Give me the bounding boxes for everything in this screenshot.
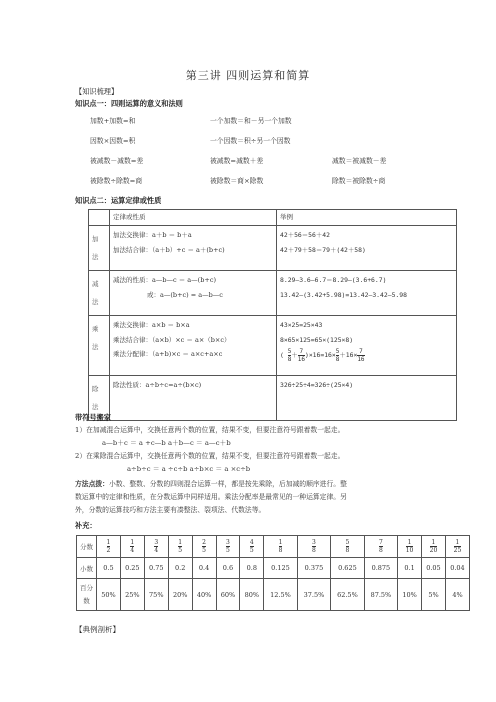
fraction-cell: $\frac{3}{4}$ — [144, 536, 168, 558]
decimal-cell: 0.6 — [216, 558, 240, 579]
fraction-cell: $\frac{1}{25}$ — [445, 536, 469, 558]
rule-2-2: 减数＝被减数－差 — [332, 157, 387, 165]
law-table-head-example: 举例 — [277, 210, 457, 226]
fraction-cell: $\frac{1}{4}$ — [120, 536, 144, 558]
fraction-cell: $\frac{3}{5}$ — [216, 536, 240, 558]
kp1-heading: 知识点一：四则运算的意义和法则 — [75, 99, 183, 108]
fraction-cell: $\frac{1}{20}$ — [422, 536, 446, 558]
percent-cell: 75% — [144, 579, 168, 611]
row-label-decimal: 小数 — [77, 558, 97, 579]
law-table-head-law: 定律或性质 — [110, 210, 277, 226]
percent-cell: 60% — [216, 579, 240, 611]
rule-0-0: 加数+加数=和 — [90, 117, 136, 125]
kp2-heading: 知识点二：运算定律或性质 — [75, 196, 162, 205]
law-table — [88, 209, 457, 421]
laws-add: 加法交换律：a＋b ＝ b＋a 加法结合律：（a＋b）+c ＝ a＋(b+c) — [110, 226, 277, 271]
sign-line-3: 2）在乘除混合运算中，交换任意两个数的位置，结果不变，但要注意符号跟着数一起走。 — [75, 452, 345, 460]
sign-line-2: a—b＋c ＝ a +c—b a＋b—c ＝ a—c＋b — [102, 439, 231, 447]
percent-cell: 80% — [240, 579, 264, 611]
supplement-table — [76, 535, 470, 611]
rule-2-1: 被减数=减数＋差 — [210, 157, 264, 165]
rule-3-1: 被除数＝商×除数 — [210, 177, 264, 185]
examples-mul: 43×25=25×43 8×65×125=65×(125×8) ( $\frac{5}{8}$ ＋ $\frac{7}{16}$ )×16=16× $\frac{5}{8}$ ＋16× $\frac{7}{16}$ — [277, 316, 457, 376]
examples-sub: 8.29—3.6—6.7＝8.29—(3.6+6.7) 13.42—(3.42+5.98)=13.42—3.42—5.98 — [277, 271, 457, 316]
fraction-cell: $\frac{4}{5}$ — [240, 536, 264, 558]
percent-cell: 10% — [398, 579, 422, 611]
supplement-label: 补充： — [75, 521, 97, 530]
decimal-cell: 0.8 — [240, 558, 264, 579]
decimal-cell: 0.05 — [422, 558, 446, 579]
fraction-cell: $\frac{7}{8}$ — [364, 536, 397, 558]
row-label-percent: 百分数 — [77, 579, 97, 611]
decimal-cell: 0.375 — [297, 558, 330, 579]
cat-add: 加 法 — [89, 226, 110, 271]
sign-title: 带符号搬家 — [75, 413, 111, 422]
percent-cell: 25% — [120, 579, 144, 611]
percent-cell: 4% — [445, 579, 469, 611]
section-examples: 【典例剖析】 — [75, 625, 120, 634]
percent-cell: 62.5% — [331, 579, 364, 611]
decimal-cell: 0.125 — [264, 558, 297, 579]
decimal-cell: 0.625 — [331, 558, 364, 579]
method-line-1: 方法点拨：小数、整数、分数的四则混合运算一样，都是按先乘除，后加减的顺序进行。整 — [75, 480, 347, 488]
decimal-cell: 0.75 — [144, 558, 168, 579]
row-label-fraction: 分数 — [77, 536, 97, 558]
rule-1-0: 因数×因数=积 — [90, 137, 136, 145]
decimal-cell: 0.875 — [364, 558, 397, 579]
page-title: 第三讲 四则运算和简算 — [185, 69, 311, 82]
cat-mul: 乘 法 — [89, 316, 110, 376]
method-line-2: 数运算中的定律和性质，在分数运算中同样适用。乘法分配率是最常见的一种运算定律。另 — [75, 493, 347, 501]
rule-3-2: 除数＝被除数÷商 — [332, 177, 386, 185]
laws-mul: 乘法交换律：a×b ＝ b×a 乘法结合律：（a×b）×c ＝ a×（b×c） 乘法分配律：（a+b)×c ＝ a×c+a×c — [110, 316, 277, 376]
laws-sub: 减法的性质：a—b—c ＝ a—(b+c) 或：a—(b+c) = a—b—c — [110, 271, 277, 316]
fraction-cell: $\frac{1}{8}$ — [264, 536, 297, 558]
decimal-cell: 0.2 — [168, 558, 192, 579]
percent-cell: 37.5% — [297, 579, 330, 611]
cat-div: 除 法 — [89, 376, 110, 421]
percent-cell: 5% — [422, 579, 446, 611]
laws-div: 除法性质：a÷b÷c=a÷(b×c) — [110, 376, 277, 421]
rule-2-0: 被减数－减数=差 — [90, 157, 144, 165]
decimal-cell: 0.1 — [398, 558, 422, 579]
rule-0-1: 一个加数＝和－另一个加数 — [210, 117, 292, 125]
sign-line-4: a÷b÷c ＝ a ÷c÷b a÷b×c ＝ a ×c÷b — [127, 465, 251, 473]
percent-cell: 40% — [192, 579, 216, 611]
fraction-cell: $\frac{1}{5}$ — [168, 536, 192, 558]
percent-cell: 20% — [168, 579, 192, 611]
decimal-cell: 0.4 — [192, 558, 216, 579]
method-line-3: 外，分数的运算技巧和方法主要有凑整法、裂项法、代数法等。 — [75, 506, 266, 514]
percent-cell: 50% — [97, 579, 121, 611]
percent-cell: 87.5% — [364, 579, 397, 611]
cat-sub: 减 法 — [89, 271, 110, 316]
fraction-cell: $\frac{3}{8}$ — [297, 536, 330, 558]
examples-add: 42＋56＝56＋42 42＋79＋58＝79＋(42＋58) — [277, 226, 457, 271]
sign-line-1: 1）在加减混合运算中，交换任意两个数的位置，结果不变，但要注意符号跟着数一起走。 — [75, 426, 345, 434]
fraction-cell: $\frac{5}{8}$ — [331, 536, 364, 558]
section-knowledge: 【知识梳理】 — [75, 87, 119, 96]
percent-cell: 12.5% — [264, 579, 297, 611]
fraction-cell: $\frac{1}{2}$ — [97, 536, 121, 558]
rule-3-0: 被除数÷除数=商 — [90, 177, 143, 185]
examples-div: 326÷25÷4=326÷(25×4) — [277, 376, 457, 421]
fraction-cell: $\frac{1}{10}$ — [398, 536, 422, 558]
fraction-cell: $\frac{2}{5}$ — [192, 536, 216, 558]
decimal-cell: 0.5 — [97, 558, 121, 579]
law-table-corner — [89, 210, 110, 226]
fraction-example: ( $\frac{5}{8}$ ＋ $\frac{7}{16}$ )×16=16× $\frac{5}{8}$ ＋16× $\frac{7}{16}$ — [280, 347, 365, 363]
decimal-cell: 0.04 — [445, 558, 469, 579]
decimal-cell: 0.25 — [120, 558, 144, 579]
rule-1-1: 一个因数＝积÷另一个因数 — [210, 137, 291, 145]
